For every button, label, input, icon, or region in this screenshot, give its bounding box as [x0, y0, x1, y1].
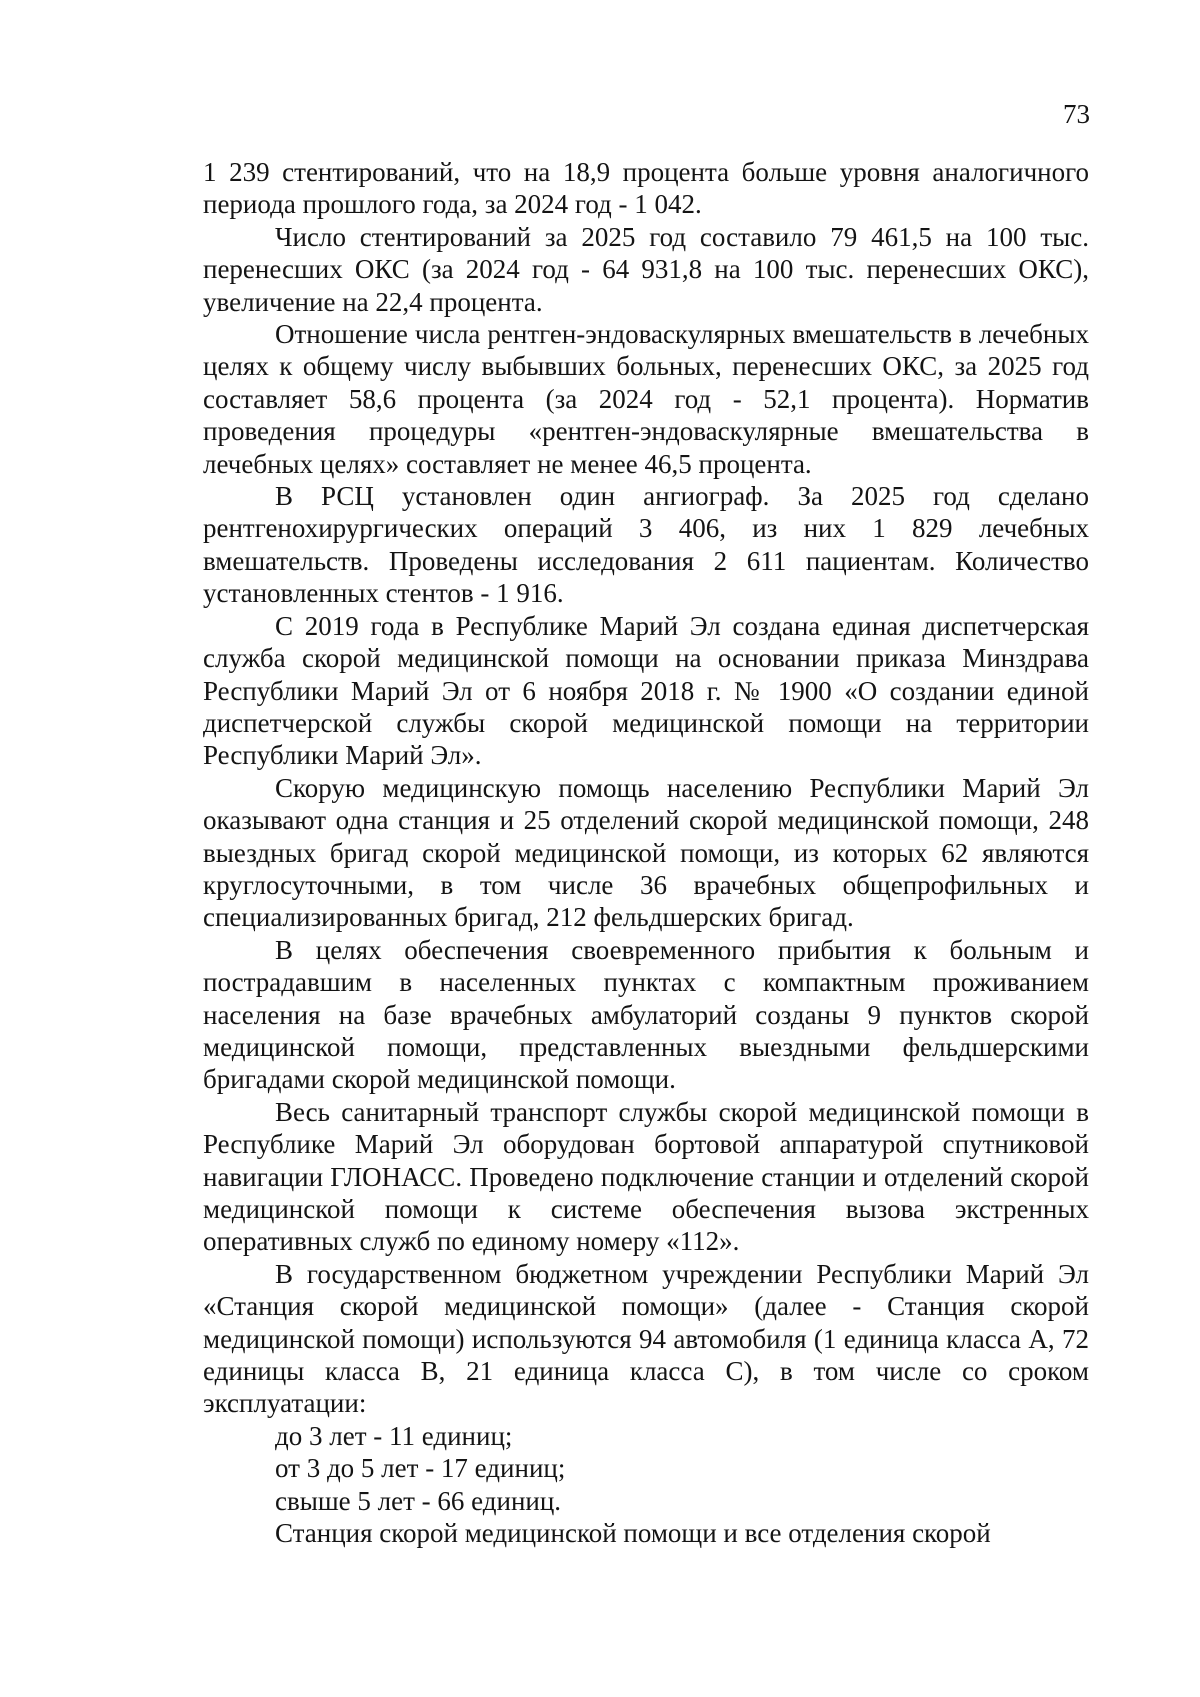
list-item: свыше 5 лет - 66 единиц. — [275, 1485, 562, 1516]
paragraph-final: Станция скорой медицинской помощи и все отделения скорой — [275, 1518, 991, 1549]
list-item: от 3 до 5 лет - 17 единиц; — [275, 1453, 566, 1484]
page-number: 73 — [1063, 99, 1090, 129]
paragraph-endovascular-ratio: Отношение числа рентген-эндоваскулярных вмешательств в лечебных целях к общему числу выбывших больных, перенесших ОКС, за 2025 год составляет 58,6 процента (за 2024 год - 52,1 процента). Норматив проведения процедуры «рентген-эндоваскулярные вмешательства в лечебных целях» составляет не менее 46,5 процента. — [203, 319, 1089, 479]
document-body — [203, 156, 1089, 1549]
paragraph-angiograph: В РСЦ установлен один ангиограф. За 2025 год сделано рентгенохирургических операций 3 406, из них 1 829 лечебных вмешательств. Проведены исследования 2 611 пациентам. Количество установленных стентов - 1 916. — [203, 481, 1089, 609]
paragraph-dispatch-service: С 2019 года в Республике Марий Эл создана единая диспетчерская служба скорой медицинской помощи на основании приказа Минздрава Республики Марий Эл от 6 ноября 2018 г. № 1900 «О создании единой диспетчерской службы скорой медицинской помощи на территории Республики Марий Эл». — [203, 610, 1089, 771]
paragraph-stenting-rate: Число стентирований за 2025 год составило 79 461,5 на 100 тыс. перенесших ОКС (за 2024 год - 64 931,8 на 100 тыс. перенесших ОКС), увеличение на 22,4 процента. — [203, 221, 1089, 317]
paragraph-ambulance-teams: Скорую медицинскую помощь населению Республики Марий Эл оказывают одна станция и 25 отделений скорой медицинской помощи, 248 выездных бригад скорой медицинской помощи, из которых 62 являются круглосуточными, в том числе 36 врачебных общепрофильных и специализированных бригад, 212 фельдшерских бригад. — [203, 772, 1089, 933]
paragraph-ambulance-points: В целях обеспечения своевременного прибытия к больным и пострадавшим в населенных пунктах с компактным проживанием населения на базе врачебных амбулаторий созданы 9 пунктов скорой медицинской помощи, представленных выездными фельдшерскими бригадами скорой медицинской помощи. — [203, 934, 1089, 1095]
paragraph-glonass: Весь санитарный транспорт службы скорой медицинской помощи в Республике Марий Эл оборудован бортовой аппаратурой спутниковой навигации ГЛОНАСС. Проведено подключение станции и отделений скорой медицинской помощи к системе обеспечения вызова экстренных оперативных служб по единому номеру «112». — [203, 1096, 1089, 1257]
paragraph-vehicle-fleet: В государственном бюджетном учреждении Республики Марий Эл «Станция скорой медицинской помощи» (далее - Станция скорой медицинской помощи) используются 94 автомобиля (1 единица класса А, 72 единицы класса В, 21 единица класса С), в том числе со сроком эксплуатации: — [203, 1258, 1089, 1419]
list-item: до 3 лет - 11 единиц; — [275, 1420, 513, 1451]
paragraph-stenting-growth: 1 239 стентирований, что на 18,9 процента больше уровня аналогичного периода прошлого года, за 2024 год - 1 042. — [203, 157, 1089, 220]
